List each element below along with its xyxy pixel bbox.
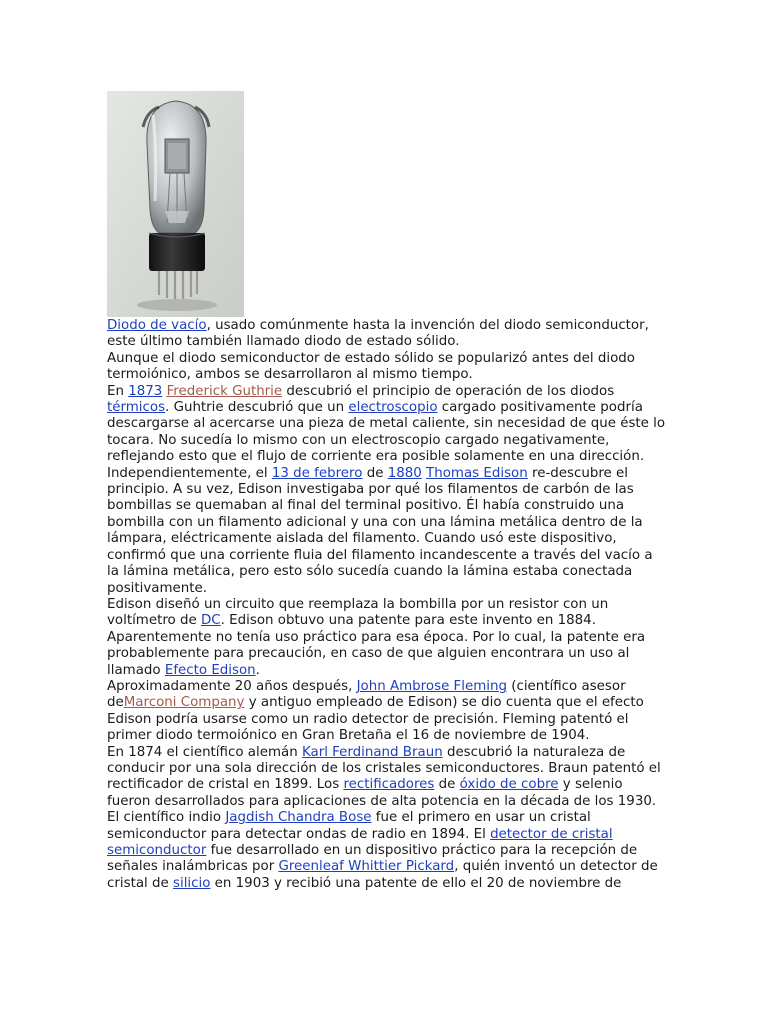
inline-link[interactable]: Marconi Company [123,695,245,711]
document-page [107,91,667,892]
paragraph-text: En [107,383,129,399]
paragraph [107,384,667,466]
paragraph-text: de [362,465,388,481]
paragraph-text: y selenio fueron desarrollados para aplicaciones de alta potencia en la década de los 1930. [107,777,657,809]
paragraph-text: descubrió la naturaleza de conducir por una sola dirección de los cristales semiconductores. Braun patentó el rectificador de cristal en 1899. Los [107,744,661,793]
inline-link[interactable]: Frederick Guthrie [166,383,283,399]
inline-link[interactable]: rectificadores [343,777,435,793]
paragraph-text: El científico indio [107,810,226,826]
inline-link[interactable]: óxido de cobre [459,777,559,793]
inline-link[interactable]: Diodo de vacío [107,318,207,333]
inline-link[interactable]: detector de cristal semiconductor [107,826,613,858]
inline-link[interactable]: Karl Ferdinand Braun [301,744,443,760]
inline-link[interactable]: Efecto Edison [164,662,256,678]
paragraph [107,351,667,384]
paragraph-text: descubrió el principio de operación de los diodos [282,383,615,399]
paragraph-text: en 1903 y recibió una patente de ello el 20 de noviembre de [210,875,622,891]
paragraph-text: . Edison obtuvo una patente para este invento en 1884. Aparentemente no tenía uso práctico para esa época. Por lo cual, la patente era probablemente para precaución, en caso de que alguien encontrara un uso al llamado [107,613,646,678]
inline-link[interactable]: silicio [173,875,211,891]
paragraph [107,745,667,811]
inline-link[interactable]: DC [201,613,221,629]
inline-link[interactable]: térmicos [107,400,166,416]
paragraph-text: Aproximadamente 20 años después, [107,678,357,694]
inline-link[interactable]: 1880 [387,465,422,481]
paragraph-text: . [255,662,260,678]
paragraph-text: . Guhtrie descubrió que un [165,400,349,416]
paragraph-text: fue el primero en usar un cristal semiconductor para detectar ondas de radio en 1894. El [107,810,591,842]
inline-link[interactable]: 1873 [128,383,163,399]
paragraph [107,597,667,679]
paragraph-text: Independientemente, el [107,465,272,481]
paragraph-text: y antiguo empleado de Edison) se dio cuenta que el efecto Edison podría usarse como un radio detector de precisión. Fleming patentó el primer diodo termoiónico en Gran Bretaña el 16 de noviembre de 1904. [107,695,644,744]
paragraph-text: Aunque el diodo semiconductor de estado sólido se popularizó antes del diodo termoiónico, ambos se desarrollaron al mismo tiempo. [107,350,635,383]
paragraph [107,466,667,597]
paragraph-text: En 1874 el científico alemán [107,744,302,760]
inline-link[interactable]: Thomas Edison [426,465,528,481]
paragraph [107,810,667,892]
vacuum-tube-photo [107,91,244,317]
paragraph-text: re-descubre el principio. A su vez, Edison investigaba por qué los filamentos de carbón de las bombillas se quemaban al final del terminal positivo. Él había construido una bombilla con un filamento adicional y una con una lámina metálica dentro de la lámpara, eléctricamente aislada del filamento. Cuando usó este dispositivo, confirmó que una corriente fluia del filamento incandescente a través del vacío a la lámina metálica, pero esto sólo sucedía cuando la lámina estaba conectada positivamente. [107,465,653,596]
inline-link[interactable]: Greenleaf Whittier Pickard [278,859,455,875]
paragraph [107,679,667,745]
inline-link[interactable]: 13 de febrero [271,465,363,481]
inline-link[interactable]: Jagdish Chandra Bose [225,810,372,826]
paragraph-text: de [434,777,460,793]
paragraph-text: Edison diseñó un circuito que reemplaza la bombilla por un resistor con un voltímetro de [107,596,609,629]
paragraph-text: fue desarrollado en un dispositivo práctico para la recepción de señales inalámbricas por [107,843,638,875]
paragraph [107,318,667,351]
paragraph-text: (científico asesor de [107,678,626,711]
article-body [107,318,667,892]
inline-link[interactable]: John Ambrose Fleming [356,678,507,694]
inline-link[interactable]: electroscopio [348,400,438,416]
paragraph-text: , quién inventó un detector de cristal de [107,859,658,891]
paragraph-text: , usado comúnmente hasta la invención del diodo semiconductor, este último también llamado diodo de estado sólido. [107,318,649,350]
paragraph-text: cargado positivamente podría descargarse al acercarse una pieza de metal caliente, sin necesidad de que éste lo tocara. No sucedía lo mismo con un electroscopio cargado negativamente, reflejando esto que el flujo de corriente era posible solamente en una dirección. [107,400,666,465]
